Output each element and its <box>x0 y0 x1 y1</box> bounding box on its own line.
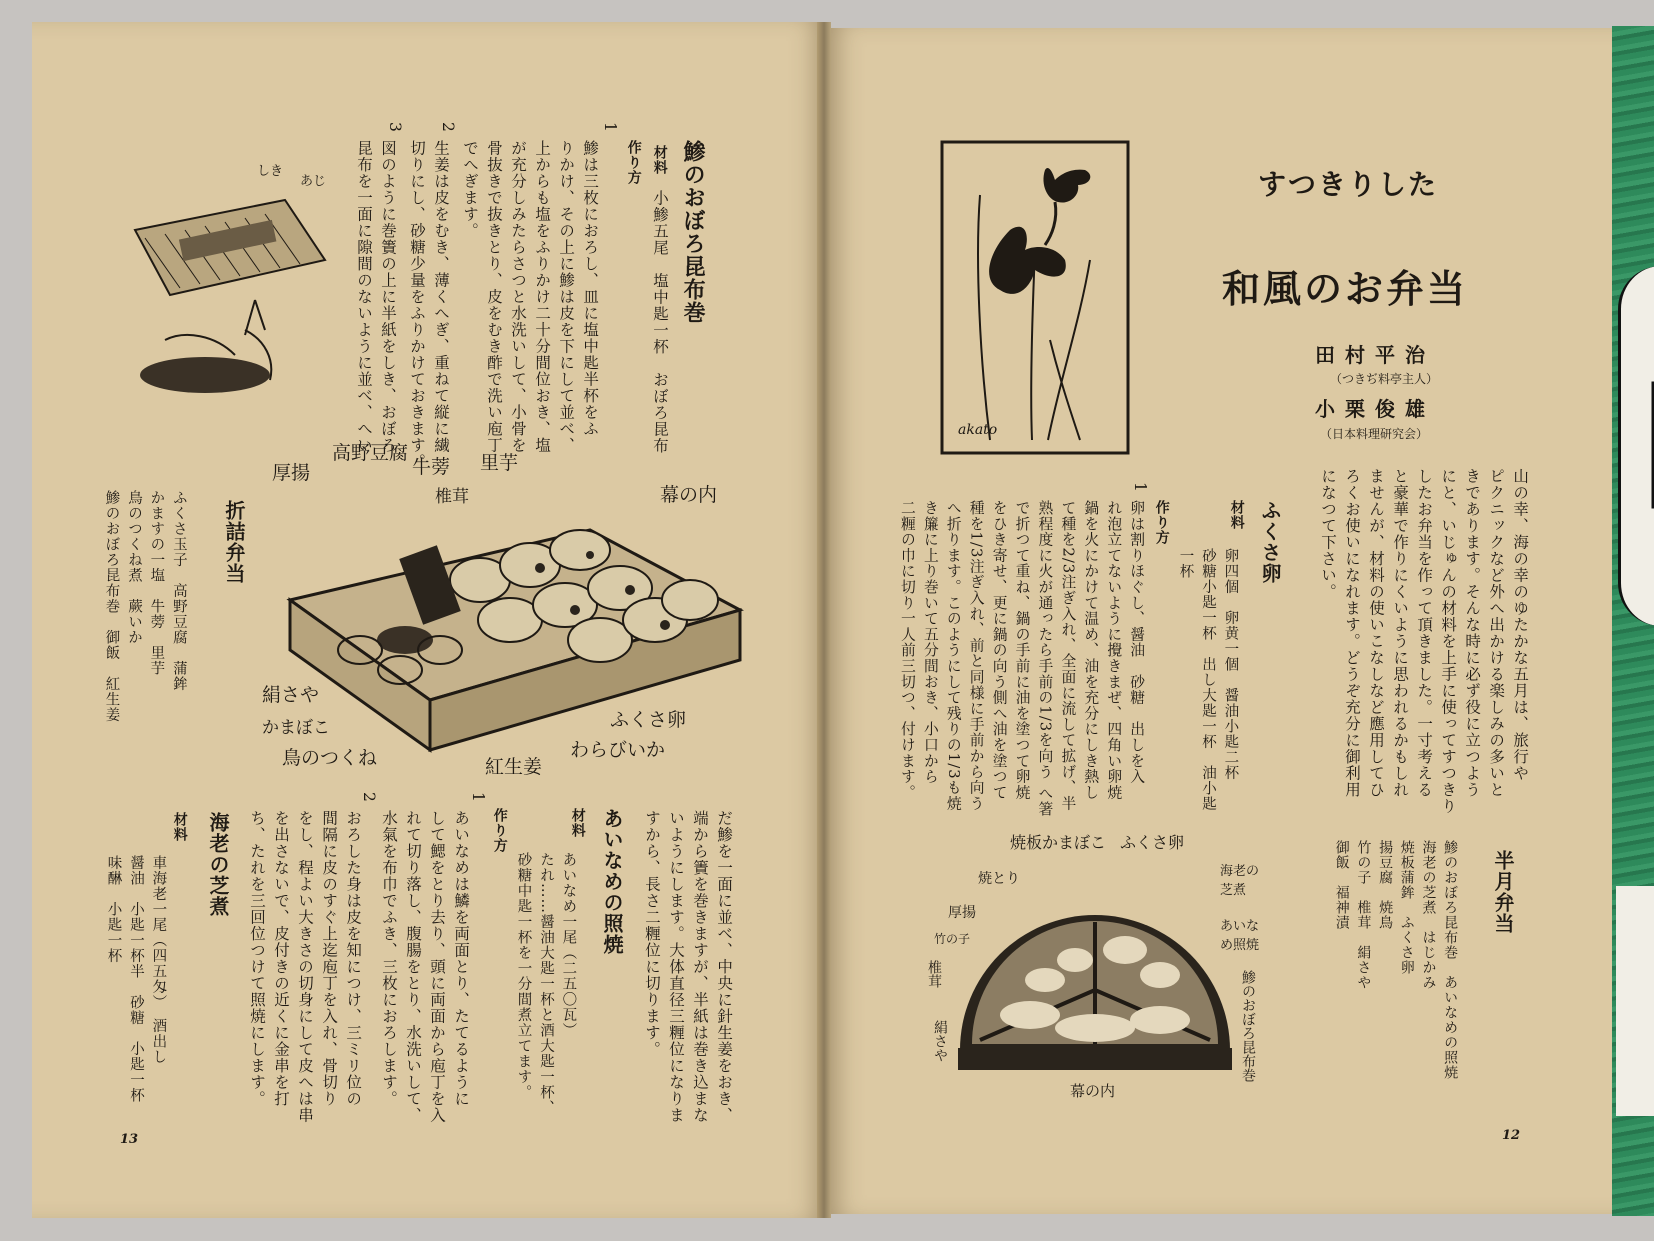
mat-label-left: しき <box>257 164 284 179</box>
label-aji-half: 鯵のおぼろ昆布巻 <box>1240 970 1256 1082</box>
label-fukusa-half: ふくさ卵 <box>1120 833 1185 852</box>
ainame-step2: おろした身は皮を知につけ、三ミリ位の 間隔に皮のすぐ上迄庖丁を入れ、骨切り をし、程よい大きさの切身にして皮へは串 を出さないで、皮付きの近くに金串を打 ち、たれを三回位つけて照焼にします。 <box>248 810 363 1124</box>
ebi-title: 海老の芝煮 <box>206 812 230 917</box>
label-koya: 高野豆腐 <box>332 442 409 464</box>
article-title-line2: 和風のお弁当 <box>1222 267 1469 311</box>
aji-ingredients: 小鯵五尾 塩中匙一杯 おぼろ昆布 <box>651 190 670 454</box>
author-2: 小栗俊雄 <box>1315 397 1435 421</box>
ainame-method-label: 作り方 <box>491 808 508 853</box>
iris-signature: akato <box>958 422 998 438</box>
orizume-items: ふくさ玉子 高野豆腐 蒲鉾 かますの一塩 牛蒡 里芋 鳥のつくね煮 蕨いか 鯵のおぼろ昆布巻 御飯 紅生姜 <box>103 490 187 723</box>
label-ainame-half: あいなめ照焼 <box>1220 919 1260 953</box>
hangetsu-bento-illustration <box>920 833 1270 1110</box>
label-gobo: 牛蒡 <box>412 456 451 478</box>
article-title-line1: すつきりした <box>1258 168 1439 201</box>
mat-label-right: あじ <box>300 174 327 189</box>
ainame-step1-no: 1 <box>469 792 488 803</box>
orizume-bento-illustration <box>262 442 750 780</box>
aji-step3-no: 3 <box>386 122 405 133</box>
aji-step1: 鯵は三枚におろし、皿に塩中匙半杯をふ りかけ、その上に鯵は皮を下にして並べ、 上からも塩をふりかけ二十分間位おき、塩 が充分しみたらさつと水洗いして、小骨を 骨抜きで抜きとり、皮をむき酢で洗い庖丁 でへぎます。 <box>461 140 600 454</box>
iris-illustration <box>940 140 1130 455</box>
intro-text: 山の幸、海の幸のゆたかな五月は、旅行や ピクニックなど外へ出かける楽しみの多いと きであります。そんな時に必ず役に立つよう にと、いじゅんの材料を上手に使ってすつきり したお弁当を作って頂きました。一寸考える と豪華で作りにくいように思われるかもしれ ませんが、材料の使いこなしなど應用してひ ろくお使いになれます。どうぞ充分に御利用 になつて下さい。 <box>1319 468 1530 815</box>
label-kinusaya: 絹さや <box>262 684 320 706</box>
author-1-note: （つきぢ料亭主人） <box>1330 372 1439 386</box>
orizume-title: 折詰弁当 <box>222 500 246 584</box>
fukusa-method-label: 作り方 <box>1153 500 1170 545</box>
hangetsu-items: 鯵のおぼろ昆布巻 あいなめの照焼 海老の芝煮 はじかみ 焼板蒲鉾 ふくさ卵 揚豆腐 焼鳥 竹の子 椎茸 絹さや 御飯 福神漬 <box>1333 840 1459 1080</box>
aji-ingredients-label: 材料 <box>651 145 668 175</box>
label-benishoga: 紅生姜 <box>485 756 543 778</box>
ebi-ingredients: 車海老一尾（四五匁） 酒出し 醤油 小匙一杯半 砂糖 小匙一杯 味醂 小匙一杯 <box>105 855 167 1103</box>
label-warabiika: わらびいか <box>570 739 666 761</box>
label-satoimo: 里芋 <box>480 452 519 474</box>
label-shiitake-half: 椎茸 <box>926 960 942 988</box>
label-yakiita: 焼板かまぼこ <box>1010 833 1107 852</box>
label-kamaboko: かまぼこ <box>262 718 330 738</box>
label-atsuage-half: 厚揚 <box>948 905 976 921</box>
label-makunouchi: 幕の内 <box>660 484 718 506</box>
ainame-title: あいなめの照焼 <box>600 808 624 955</box>
ainame-ingredients-label: 材料 <box>569 808 586 838</box>
author-2-note: （日本料理研究会） <box>1320 427 1429 441</box>
hangetsu-title: 半月弁当 <box>1491 850 1515 934</box>
aji-step3-continued: だ鯵を一面に並べ、中央に針生姜をおき、 端から簀を巻きますが、半紙は巻き込まな いようにします。大体直径三糎位になりま すから、長さ二糎位に切ります。 <box>643 810 734 1124</box>
label-fukusa-box: ふくさ卵 <box>610 709 687 731</box>
fukusa-method: 卵は割りほぐし、醤油 砂糖 出しを入 れ泡立てないように攪きまぜ、四角い卵焼 鍋を火にかけて温め、油を充分にしき熱し て種を2/3注ぎ入れ、全面に流して拡げ、半 熟程度に火が通ったら手前の1/3を向う で折つて重ね、鍋の手前に油を塗つて卵焼 をひき寄せ、更に鍋の向う側へ油を塗つて 種を1/3注ぎ入れ、前と同様に手前から向う へ折ります。このようにして残りの1/3も焼 き簾に上り巻いて五分間おき、小口から 二糎の巾に切り一人前三切つ、付けます。 <box>898 500 1146 812</box>
aji-step2-no: 2 <box>439 122 458 133</box>
page-number-right: 12 <box>1502 1128 1521 1143</box>
ebi-ingredients-label: 材料 <box>171 812 188 842</box>
ainame-step2-no: 2 <box>360 792 379 803</box>
fukusa-ingredients-label: 材料 <box>1228 500 1245 530</box>
label-atsuage: 厚揚 <box>272 462 311 484</box>
label-ebi-half: 海老の芝煮 <box>1220 864 1260 898</box>
next-page-edge <box>1612 26 1654 1216</box>
aji-step3: 図のように巻簀の上に半紙をしき、おぼろ 昆布を一面に隙間のないように並べ、へい <box>355 140 398 454</box>
fukusa-ingredients: 卵四個 卵黄一個 醤油小匙二杯 砂糖小匙一杯 出し大匙一杯 油小匙 一杯 <box>1177 548 1239 812</box>
aji-title: 鯵のおぼろ昆布巻 <box>680 140 706 324</box>
aji-step1-no: 1 <box>601 122 620 133</box>
ainame-ingredients: あいなめ一尾（二五〇瓦） たれ……醤油大匙一杯と酒大匙一杯、 砂糖中匙一杯を一分間煮立てます。 <box>515 852 577 1116</box>
aji-method-label: 作り方 <box>625 140 642 185</box>
label-makunouchi-half: 幕の内 <box>1070 1082 1116 1100</box>
label-yakitori: 焼とり <box>978 871 1020 887</box>
ainame-step1: あいなめは鱗を両面とり、たてるように して鰓をとり去り、頭に両面から庖丁を入 れて切り落し、腹腸をとり、水洗いして、 水氣を布巾でふき、三枚におろします。 <box>380 810 471 1124</box>
makisu-illustration <box>125 160 345 420</box>
book-gutter <box>817 22 831 1218</box>
label-takenoko: 竹の子 <box>934 932 971 946</box>
author-1: 田村平治 <box>1315 343 1435 367</box>
page-number-left: 13 <box>120 1132 139 1147</box>
fukusa-title: ふくさ卵 <box>1258 500 1282 584</box>
fukusa-step-no: 1 <box>1131 482 1150 493</box>
label-shiitake: 椎茸 <box>435 487 469 507</box>
aji-step2: 生姜は皮をむき、薄くへぎ、重ねて縦に繊 切りにし、砂糖少量をふりかけておきます。 <box>408 140 451 470</box>
label-torinotsukune: 鳥のつくね <box>282 747 378 769</box>
label-kinusaya-half: 絹さや <box>932 1020 948 1062</box>
